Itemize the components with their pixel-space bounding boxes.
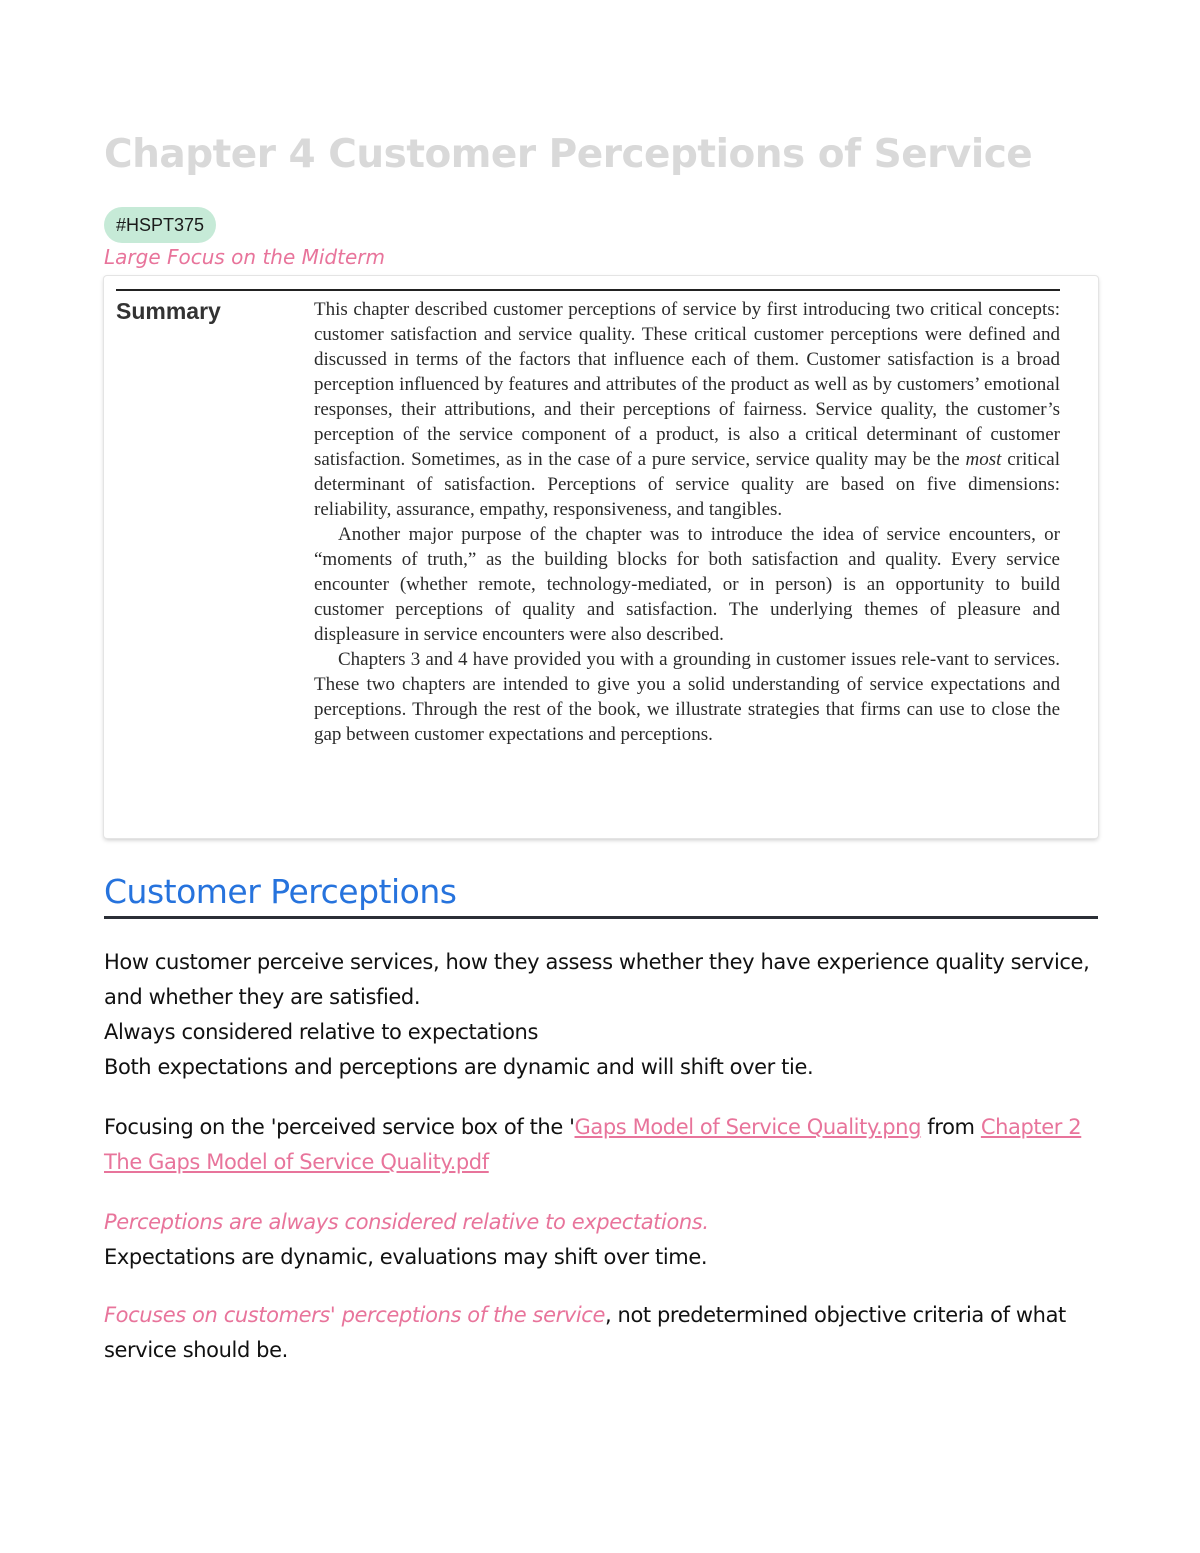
summary-body [314,297,1060,747]
intro-block [104,945,1098,1085]
emphasis-word: most [965,449,1002,470]
focuses-highlight: Focuses on customers' perceptions of the service [104,1303,605,1327]
summary-heading: Summary [116,298,221,324]
summary-image [104,276,1098,838]
page-title: Chapter 4 Customer Perceptions of Service [104,132,1033,177]
summary-paragraph: Another major purpose of the chapter was to introduce the idea of service encounters, or “moments of truth,” as the building blocks for both satisfaction and quality. Every service encounter (whether remote, technology-mediated, or in person) is an opportunity to build customer perceptions of quality and satisfaction. The underlying themes of pleasure and displeasure in service encounters were also described. [314,524,1060,645]
summary-divider [116,289,1060,291]
dynamic-line: Expectations are dynamic, evaluations may shift over time. [104,1245,708,1269]
section-divider [104,916,1098,919]
tag-badge[interactable]: #HSPT375 [104,207,216,243]
gaps-model-image-link[interactable]: Gaps Model of Service Quality.png [574,1115,922,1139]
section-heading: Customer Perceptions [104,872,457,911]
focus-paragraph: Focusing on the 'perceived service box of the 'Gaps Model of Service Quality.png from Chapter 2 The Gaps Model of Service Quality.pdf [104,1115,1082,1174]
midterm-note: Large Focus on the Midterm [104,245,385,269]
expectations-block [104,1205,1098,1275]
summary-paragraph: This chapter described customer perceptions of service by first introducing two critical concepts: customer satisfaction and service quality. These critical customer perceptions were defined and discussed in terms of the factors that influence each of them. Customer satisfaction is a broad perception influenced by features and attributes of the product as well as by customers’ emotional responses, their attributions, and their perceptions of fairness. Service quality, the customer’s perception of the service component of a product, is also a critical determinant of customer satisfaction. Sometimes, as in the case of a pure service, service quality may be the most critical determinant of satisfaction. Perceptions of service quality are based on five dimensions: reliability, assurance, empathy, responsiveness, and tangibles. [314,299,1060,520]
chapter-2-pdf-link[interactable]: Chapter 2 The Gaps Model of Service Quality.pdf [104,1115,1082,1174]
perception-note: Perceptions are always considered relative to expectations. [104,1210,709,1234]
body-line: How customer perceive services, how they assess whether they have experience quality service, and whether they are satisfied. [104,950,1090,1009]
body-line: Always considered relative to expectations [104,1020,539,1044]
body-line: Both expectations and perceptions are dynamic and will shift over tie. [104,1055,814,1079]
summary-paragraph: Chapters 3 and 4 have provided you with a grounding in customer issues rele-vant to services. These two chapters are intended to give you a solid understanding of service expectations and perceptions. Through the rest of the book, we illustrate strategies that firms can use to close the gap between customer expectations and perceptions. [314,649,1060,745]
focuses-paragraph: Focuses on customers' perceptions of the service, not predetermined objective criteria of what service should be. [104,1303,1066,1362]
